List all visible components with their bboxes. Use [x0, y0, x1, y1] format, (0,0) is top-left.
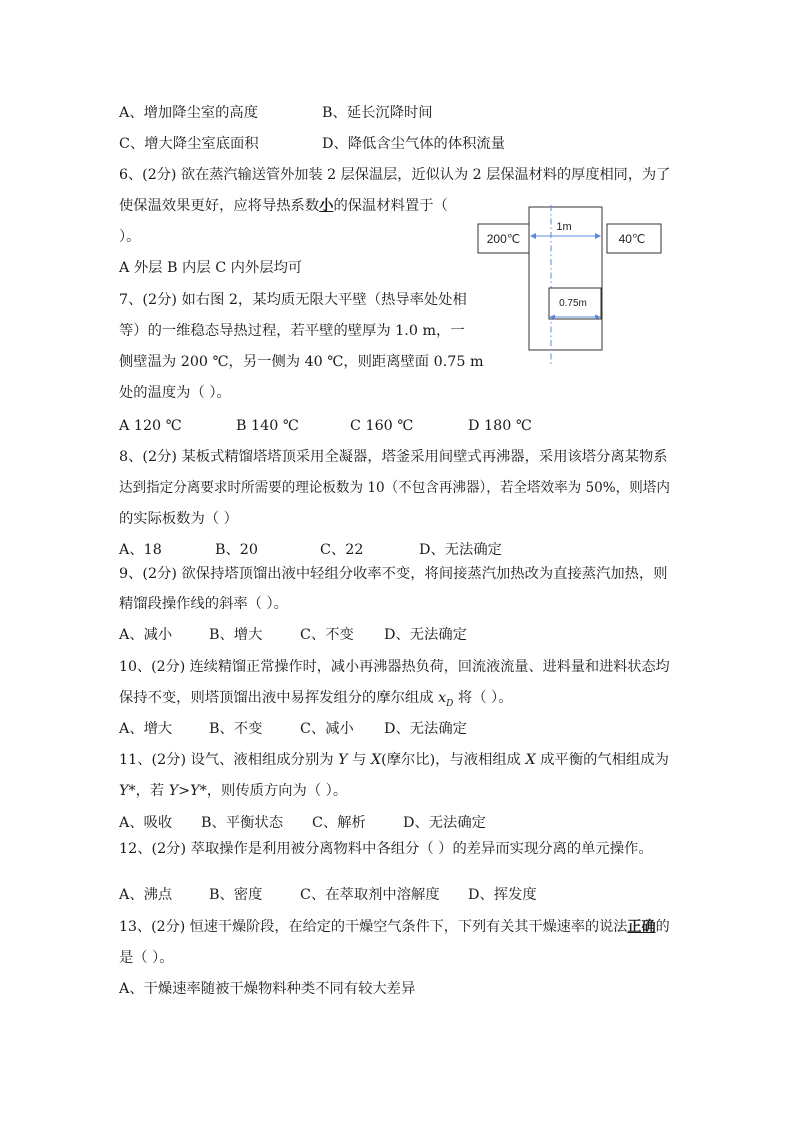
q8-option-d: D、无法确定 [419, 542, 502, 558]
q8-line3: 的实际板数为（ ） [119, 511, 238, 527]
distance-label: 0.75m [559, 298, 587, 309]
q7-line4: 处的温度为（ ）。 [119, 385, 231, 401]
q7-line2: 等）的一维稳态导热过程，若平壁的壁厚为 1.0 m，一 [119, 323, 465, 339]
q11-option-c: C、解析 [312, 815, 366, 831]
q5-option-a: A、增加降尘室的高度 [119, 105, 258, 121]
q12-line1: 12、(2分) 萃取操作是利用被分离物料中各组分（ ）的差异而实现分离的单元操作。 [119, 841, 653, 857]
q10-option-a: A、增大 [119, 721, 173, 737]
q8-option-c: C、22 [320, 542, 364, 558]
q7-line3: 侧壁温为 200 ℃，另一侧为 40 ℃，则距离壁面 0.75 m [119, 354, 484, 370]
q7-option-c: C 160 ℃ [350, 418, 414, 434]
right-temp-label: 40℃ [618, 232, 646, 246]
q6-line1: 6、(2分) 欲在蒸汽输送管外加装 2 层保温层，近似认为 2 层保温材料的厚度相同，为了 [119, 167, 671, 183]
q10-option-c: C、减小 [300, 721, 354, 737]
q6-line3: ）。 [119, 229, 141, 245]
q11-line1: 11、(2分) 设气、液相组成分别为 Y 与 X(摩尔比)，与液相组成 X 成平衡的气相组成为 [119, 752, 669, 768]
q7-line1: 7、(2分) 如右图 2，某均质无限大平壁（热导率处处相 [119, 292, 467, 308]
q9-option-a: A、减小 [119, 627, 173, 643]
q8-option-a: A、18 [119, 542, 162, 558]
q12-option-a: A、沸点 [119, 887, 173, 903]
q8-line2: 达到指定分离要求时所需要的理论板数为 10（不包含再沸器），若全塔效率为 50%，则塔内 [119, 480, 670, 496]
q10-option-d: D、无法确定 [384, 721, 467, 737]
q11-option-a: A、吸收 [119, 815, 173, 831]
q13-option-a: A、干燥速率随被干燥物料种类不同有较大差异 [119, 981, 416, 997]
q7-option-d: D 180 ℃ [468, 418, 532, 434]
q6-emphasis: 小 [319, 198, 334, 214]
q9-line1: 9、(2分) 欲保持塔顶馏出液中轻组分收率不变，将间接蒸汽加热改为直接蒸汽加热，则 [119, 566, 668, 582]
q9-option-b: B、增大 [209, 627, 263, 643]
q12-option-d: D、挥发度 [468, 887, 537, 903]
q9-option-d: D、无法确定 [384, 627, 467, 643]
q11-line2: Y*，若 Y>Y*，则传质方向为（ ）。 [119, 783, 348, 799]
q11-option-b: B、平衡状态 [201, 815, 283, 831]
thickness-label: 1m [556, 221, 572, 233]
q8-line1: 8、(2分) 某板式精馏塔塔顶采用全凝器，塔釜采用间壁式再沸器，采用该塔分离某物系 [119, 449, 668, 465]
wall-conduction-figure [476, 205, 666, 373]
q12-option-b: B、密度 [209, 887, 263, 903]
q5-option-c: C、增大降尘室底面积 [119, 136, 259, 152]
q13-line1: 13、(2分) 恒速干燥阶段，在给定的干燥空气条件下，下列有关其干燥速率的说法正确的 [119, 919, 670, 935]
left-temp-label: 200℃ [486, 232, 521, 246]
q6-line2: 使保温效果更好，应将导热系数小的保温材料置于（ [119, 198, 448, 214]
q10-line1: 10、(2分) 连续精馏正常操作时，减小再沸器热负荷，回流液流量、进料量和进料状态均 [119, 659, 670, 675]
q12-option-c: C、在萃取剂中溶解度 [300, 887, 440, 903]
q8-option-b: B、20 [215, 542, 258, 558]
q7-option-a: A 120 ℃ [119, 418, 182, 434]
q13-emphasis: 正确 [627, 919, 656, 935]
q6-options: A 外层 B 内层 C 内外层均可 [119, 260, 303, 276]
q11-option-d: D、无法确定 [403, 815, 486, 831]
q5-option-d: D、降低含尘气体的体积流量 [322, 136, 506, 152]
q9-line2: 精馏段操作线的斜率（ ）。 [119, 596, 288, 612]
q9-option-c: C、不变 [300, 627, 354, 643]
q10-option-b: B、不变 [209, 721, 263, 737]
q7-option-b: B 140 ℃ [236, 418, 299, 434]
q10-line2: 保持不变，则塔顶馏出液中易挥发组分的摩尔组成 $x_D$ 将（ ）。 [119, 690, 513, 709]
q13-line2: 是（ ）。 [119, 950, 174, 966]
q5-option-b: B、延长沉降时间 [322, 105, 433, 121]
